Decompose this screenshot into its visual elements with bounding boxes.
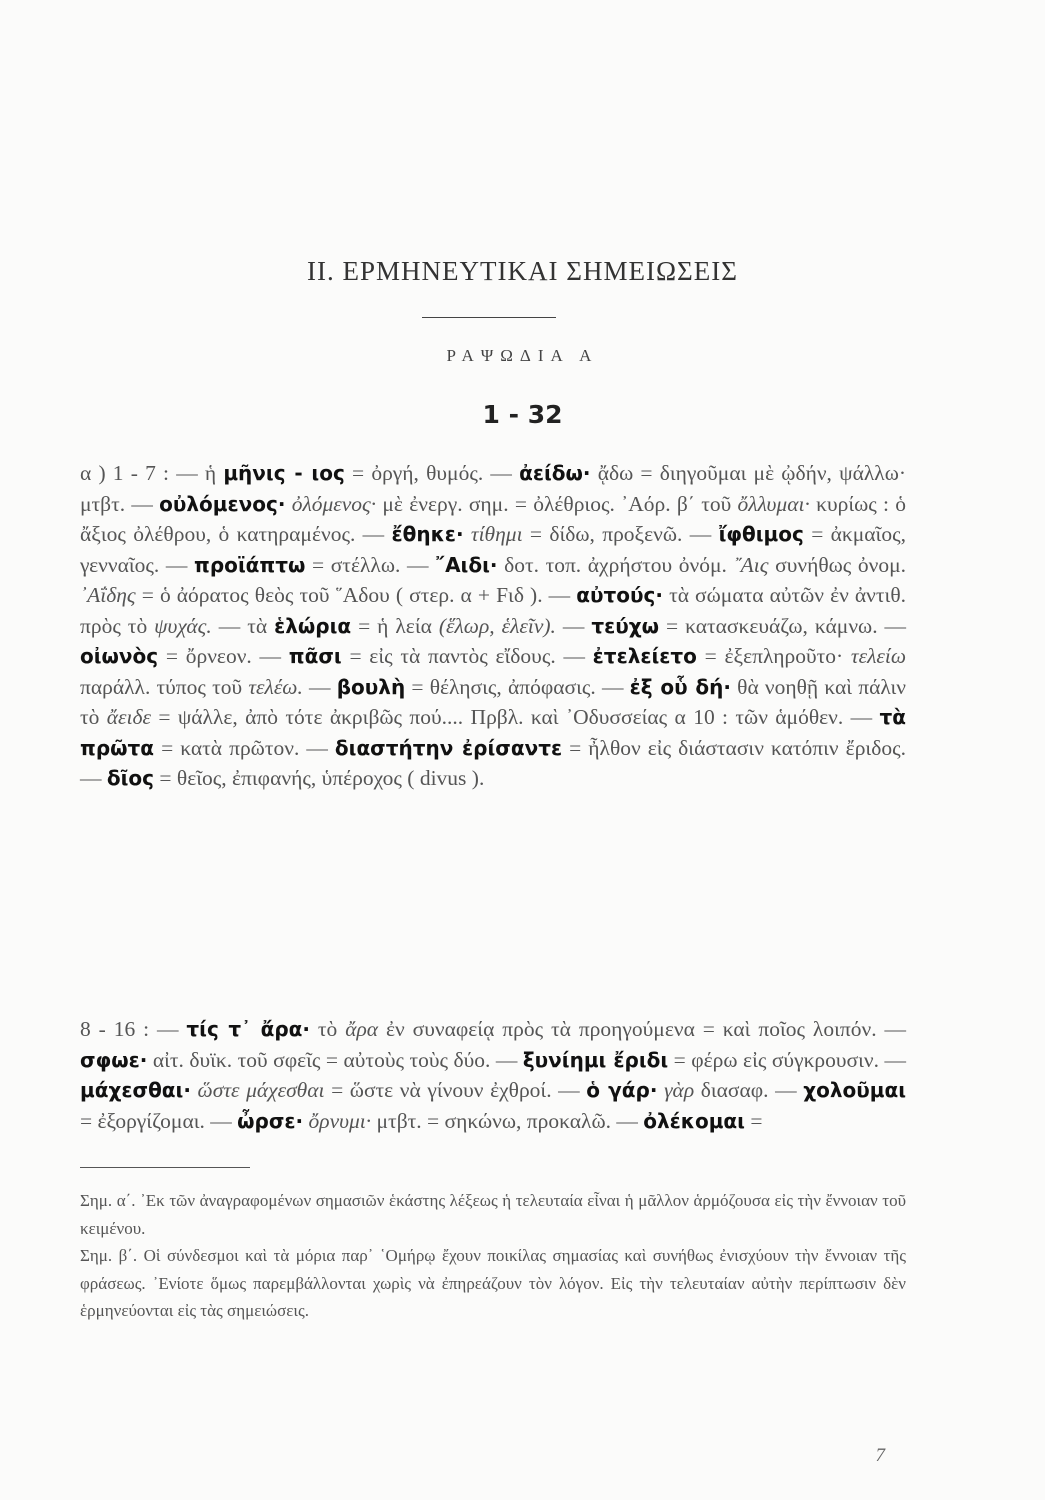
lemma: ὦρσε· [237, 1108, 304, 1133]
text-run: = ὥστε νὰ γίνουν ἐχθροί. — [324, 1078, 587, 1102]
text-run: 8 - 16 : — [80, 1017, 187, 1041]
lemma: ξυνίημι ἔριδι [522, 1047, 669, 1072]
commentary-paragraph-1 [80, 458, 906, 794]
lemma: χολοῦμαι [803, 1078, 907, 1102]
text-run: = εἰς τὰ παντὸς εἴδους. — [341, 644, 593, 668]
italic-word: ὄρνυμι· [308, 1108, 372, 1133]
text-run: = θέλησις, ἀπόφασις. — [405, 674, 630, 699]
italic-word: ὄλλυμαι· [737, 491, 810, 516]
text-run: = κατὰ πρῶτον. — [154, 735, 335, 760]
text-run: θὰ νοηθῇ καὶ πάλιν τὸ [80, 674, 907, 729]
lemma: ῎Αιδι· [435, 552, 498, 577]
lemma: ἀείδω· [519, 461, 591, 485]
text-run [464, 522, 471, 546]
commentary-paragraph-2 [80, 1014, 906, 1136]
text-run: διασαφ. — [694, 1078, 804, 1102]
lemma: διαστήτην ἐρίσαντε [334, 735, 563, 760]
lemma: σφωε· [80, 1047, 148, 1072]
text-run: = δίδω, προξενῶ. — [522, 522, 719, 546]
text-run: δοτ. τοπ. ἀχρήστου ὀνόμ. [497, 552, 734, 577]
lemma: ὀλέκομαι [643, 1108, 745, 1133]
text-run: = ὄρνεον. — [158, 644, 289, 668]
text-run: τὰ σώματα αὐτῶν ἐν ἀντιθ. πρὸς τὸ [80, 583, 906, 638]
text-run: — τὰ [211, 613, 275, 638]
text-run: = ἐξοργίζομαι. — [80, 1108, 238, 1133]
italic-word: τελείω [850, 644, 907, 668]
lemma: ἐτελείετο [592, 644, 697, 668]
text-run: = κατασκευάζω, κάμνω. — [659, 613, 907, 638]
lemma: βουλὴ [336, 674, 406, 699]
italic-word: ὀλόμενος· [291, 491, 377, 516]
italic-word: τίθημι [470, 522, 523, 546]
text-run: α ) 1 - 7 : — ἡ [80, 461, 224, 485]
text-run: κυρίως : ὁ ἄξιος ὀλέθρου, ὁ κατηραμένος. — [80, 491, 906, 546]
page-number: 7 [875, 1445, 885, 1466]
text-run: = ὀργή, θυμός. — [344, 461, 520, 485]
italic-word: ᾿Αΐδης [80, 583, 136, 607]
line-range-heading: 1 - 32 [482, 400, 563, 429]
text-run: = ἀκμαῖος, γενναῖος. — [80, 522, 906, 577]
text-run: μτβτ. = σηκώνω, προκαλῶ. — [371, 1108, 644, 1133]
text-run [191, 1078, 198, 1102]
text-run: = στέλλω. — [305, 552, 436, 577]
text-run: — [302, 674, 337, 699]
heading-rule [422, 317, 556, 318]
italic-word: ἄρα [345, 1017, 379, 1041]
text-run: μὲ ἐνεργ. σημ. = ὀλέθριος. ᾿Αόρ. β΄ τοῦ [376, 491, 738, 516]
lemma: ἔθηκε· [391, 522, 464, 546]
text-run: = ἦλθον εἰς διάστασιν κατόπιν ἔριδος. — [80, 735, 906, 790]
text-run: συνήθως ὀνομ. [768, 552, 907, 577]
text-run: ᾄδω = διηγοῦμαι μὲ ᾠδήν, ψάλλω· μτβτ. — [80, 461, 906, 516]
text-run: αἰτ. δυϊκ. τοῦ σφεῖς = αὐτοὺς τοὺς δύο. — [147, 1047, 523, 1072]
text-run: = [744, 1108, 763, 1133]
footnote-alpha: Σημ. α΄. ᾿Εκ τῶν ἀναγραφομένων σημασιῶν ἑκάστης λέξεως ἡ τελευταία εἶναι ἡ μᾶλλον ἁρμόζουσα εἰς τὴν ἔννοιαν τοῦ κειμένου. [80, 1191, 906, 1238]
lemma: προϊάπτω [194, 552, 306, 577]
italic-word: ψυχάς. [154, 613, 212, 638]
lemma: τίς τ᾿ ἄρα· [186, 1017, 310, 1041]
lemma: τεύχω [591, 613, 660, 638]
lemma: τὰ πρῶτα [80, 705, 906, 760]
text-run: = φέρω εἰς σύγκρουσιν. — [668, 1047, 906, 1072]
lemma: πᾶσι [288, 644, 342, 668]
lemma: οὐλόμενος· [159, 491, 286, 516]
lemma: αὐτούς· [576, 583, 663, 607]
italic-word: γὰρ [664, 1078, 695, 1102]
text-run: παράλλ. τύπος τοῦ [80, 674, 249, 699]
italic-word: τελέω. [248, 674, 303, 699]
text-run: = ἡ λεία [351, 613, 439, 638]
italic-word: ἄειδε [106, 705, 151, 729]
lemma: ἴφθιμος [718, 522, 804, 546]
text-run: ἐν συναφείᾳ πρὸς τὰ προηγούμενα = καὶ ποῖος λοιπόν. — [378, 1017, 906, 1041]
lemma: οἰωνὸς [80, 644, 159, 668]
lemma: ὁ γάρ· [586, 1078, 658, 1102]
footnotes [80, 1187, 906, 1325]
text-run: τὸ [309, 1017, 346, 1041]
lemma: ἐξ οὗ δή· [629, 674, 731, 699]
lemma: μάχεσθαι· [80, 1078, 191, 1102]
footnote-beta: Σημ. β΄. Οἱ σύνδεσμοι καὶ τὰ μόρια παρ᾿ ῾Ομήρῳ ἔχουν ποικίλας σημασίας καὶ συνήθως ἐνισχύουν τὴν ἔννοιαν τῆς φράσεως. ᾿Ενίοτε ὅμως παρεμβάλλονται χωρὶς νὰ ἐπηρεάζουν τὸν λόγον. Εἰς τὴν τελευταίαν αὐτὴν περίπτωσιν δὲν ἑρμηνεύονται εἰς τὰς σημειώσεις. [80, 1246, 906, 1320]
italic-word: ῎Αις [733, 552, 769, 577]
lemma: δῖος [106, 766, 155, 790]
text-run: = ψάλλε, ἀπὸ τότε ἀκριβῶς πού.... Πρβλ. καὶ ᾿Οδυσσείας α 10 : τῶν ἁμόθεν. — [150, 705, 880, 729]
text-run: — [555, 613, 592, 638]
italic-word: (ἕλωρ, ἑλεῖν). [438, 613, 556, 638]
text-run: = θεῖος, ἐπιφανής, ὑπέροχος ( divus ). [154, 766, 485, 790]
lemma: μῆνις - ιος [223, 461, 345, 485]
footnote-rule [80, 1167, 250, 1168]
text-run: = ὁ ἀόρατος θεὸς τοῦ ῞Αδου ( στερ. α + Fιδ ). — [135, 583, 577, 607]
text-run: = ἐξεπληροῦτο· [696, 644, 851, 668]
rhapsody-heading: ΡΑΨΩΔΙΑ Α [446, 346, 599, 365]
lemma: ἑλώρια [274, 613, 352, 638]
section-heading: II. ΕΡΜΗΝΕΥΤΙΚΑΙ ΣΗΜΕΙΩΣΕΙΣ [307, 256, 738, 286]
italic-word: ὥστε μάχεσθαι [197, 1078, 325, 1102]
